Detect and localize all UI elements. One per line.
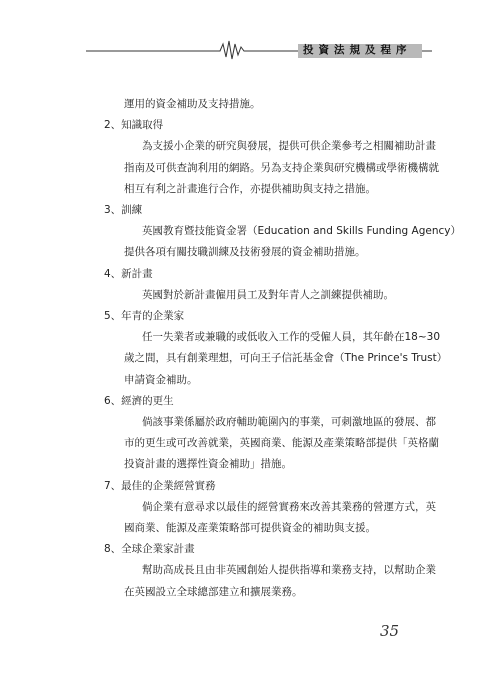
paragraph-line: 為支援小企業的研究與發展，提供可供企業參考之相關補助計畫 [142,140,436,153]
section-heading-7: 7、最佳的企業經營實務 [104,479,216,492]
section-heading-4: 4、新計畫 [104,267,153,280]
page-number: 35 [380,622,400,640]
section-heading-2: 2、知識取得 [104,119,164,132]
paragraph-line: 幫助高成長且由非英國創始人提供指導和業務支持，以幫助企業 [142,564,436,577]
section-heading-8: 8、全球企業家計畫 [104,543,195,556]
paragraph-line: 英國教育暨技能資金署（Education and Skills Funding Agency） [142,225,461,238]
section-heading-5: 5、年青的企業家 [104,310,185,322]
paragraph-line: 提供各項有關技職訓練及技術發展的資金補助措施。 [124,246,366,259]
paragraph-line: 運用的資金補助及支持措施。 [124,98,261,110]
paragraph-line: 任一失業者或兼職的或低收入工作的受僱人員，其年齡在18~30 [142,331,441,344]
running-header-title: 投資法規及程序 [303,44,412,56]
paragraph-line: 申請資金補助。 [124,373,198,386]
paragraph-line: 在英國設立全球總部建立和擴展業務。 [124,585,303,598]
paragraph-line: 歲之間，具有創業理想，可向王子信託基金會（The Prince's Trust） [124,352,448,365]
paragraph-line: 國商業、能源及產業策略部可提供資金的補助與支援。 [124,522,376,534]
paragraph-line: 投資計畫的選擇性資金補助」措施。 [124,458,292,471]
section-heading-6: 6、經濟的更生 [104,394,174,407]
section-heading-3: 3、訓練 [104,204,143,216]
paragraph-line: 指南及可供查詢利用的網路。另為支持企業與研究機構或學術機構就 [124,161,439,174]
paragraph-line: 相互有利之計畫進行合作，亦提供補助與支持之措施。 [124,182,376,195]
paragraph-line: 市的更生或可改善就業，英國商業、能源及產業策略部提供「英格蘭 [124,437,439,450]
paragraph-line: 倘企業有意尋求以最佳的經營實務來改善其業務的營運方式，英 [142,500,436,513]
paragraph-line: 倘該事業係屬於政府輔助範圍內的事業，可刺激地區的發展、都 [142,416,436,428]
paragraph-line: 英國對於新計畫僱用員工及對年青人之訓練提供補助。 [142,288,394,301]
